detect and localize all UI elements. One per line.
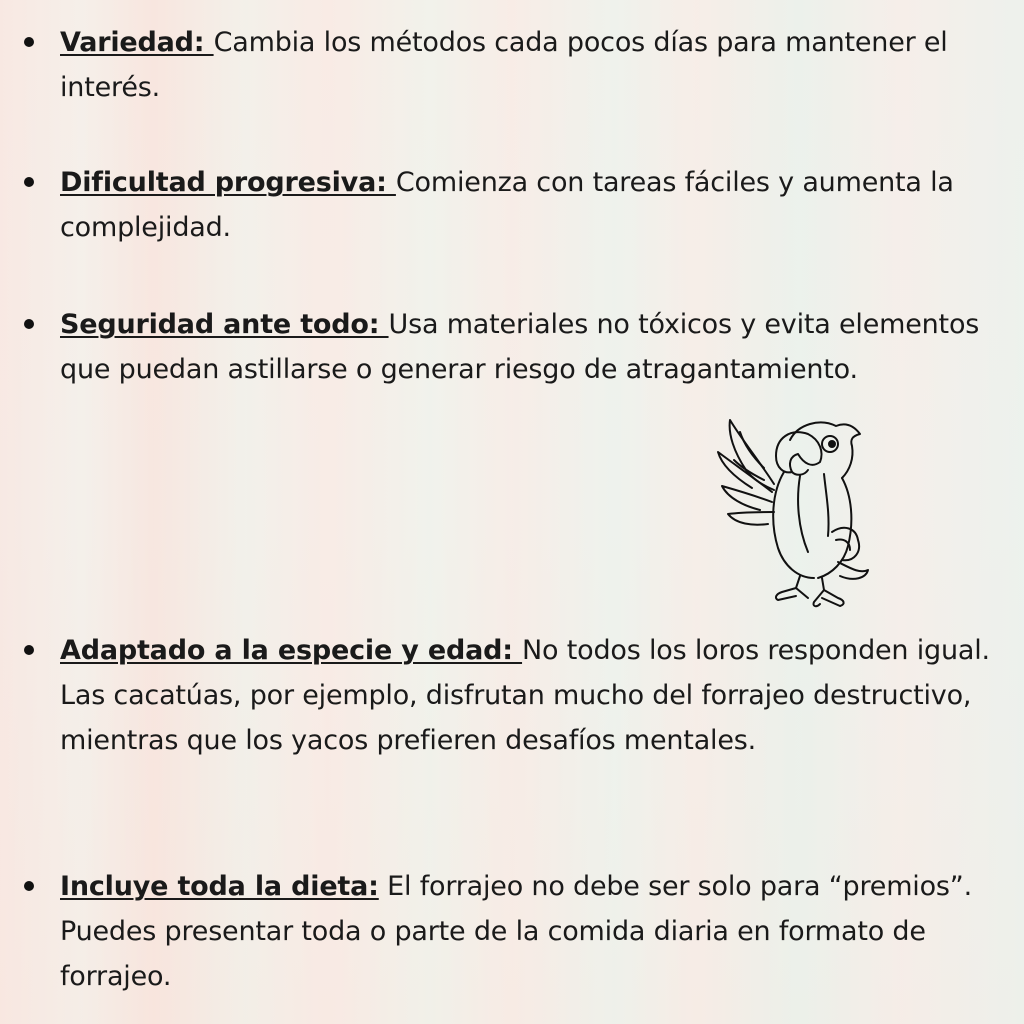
parrot-icon: [712, 412, 872, 612]
tip-heading: Incluye toda la dieta:: [60, 871, 379, 902]
tip-body: Cambia los métodos cada pocos días para mantener el interés.: [60, 27, 948, 103]
bullet-icon: [24, 319, 34, 329]
tip-variedad: [60, 20, 1010, 110]
tip-heading: Adaptado a la especie y edad:: [60, 635, 523, 666]
bullet-icon: [24, 177, 34, 187]
tip-body: El forrajeo no debe ser solo para “premios”. Puedes presentar toda o parte de la comida diaria en formato de forrajeo.: [60, 871, 972, 992]
tip-body: Usa materiales no tóxicos y evita elementos que puedan astillarse o generar riesgo de atragantamiento.: [60, 309, 980, 385]
tip-especie-edad: [60, 628, 1010, 763]
tip-heading: Seguridad ante todo:: [60, 309, 389, 340]
tip-dieta: [60, 864, 1010, 999]
bullet-icon: [24, 645, 34, 655]
tip-seguridad: [60, 302, 1010, 392]
bullet-icon: [24, 37, 34, 47]
tip-body: No todos los loros responden igual. Las cacatúas, por ejemplo, disfrutan mucho del forrajeo destructivo, mientras que los yacos prefieren desafíos mentales.: [60, 635, 990, 756]
tip-body: Comienza con tareas fáciles y aumenta la complejidad.: [60, 167, 954, 243]
tip-heading: Dificultad progresiva:: [60, 167, 396, 198]
bullet-icon: [24, 881, 34, 891]
tip-heading: Variedad:: [60, 27, 214, 58]
tip-dificultad-progresiva: [60, 160, 1010, 250]
